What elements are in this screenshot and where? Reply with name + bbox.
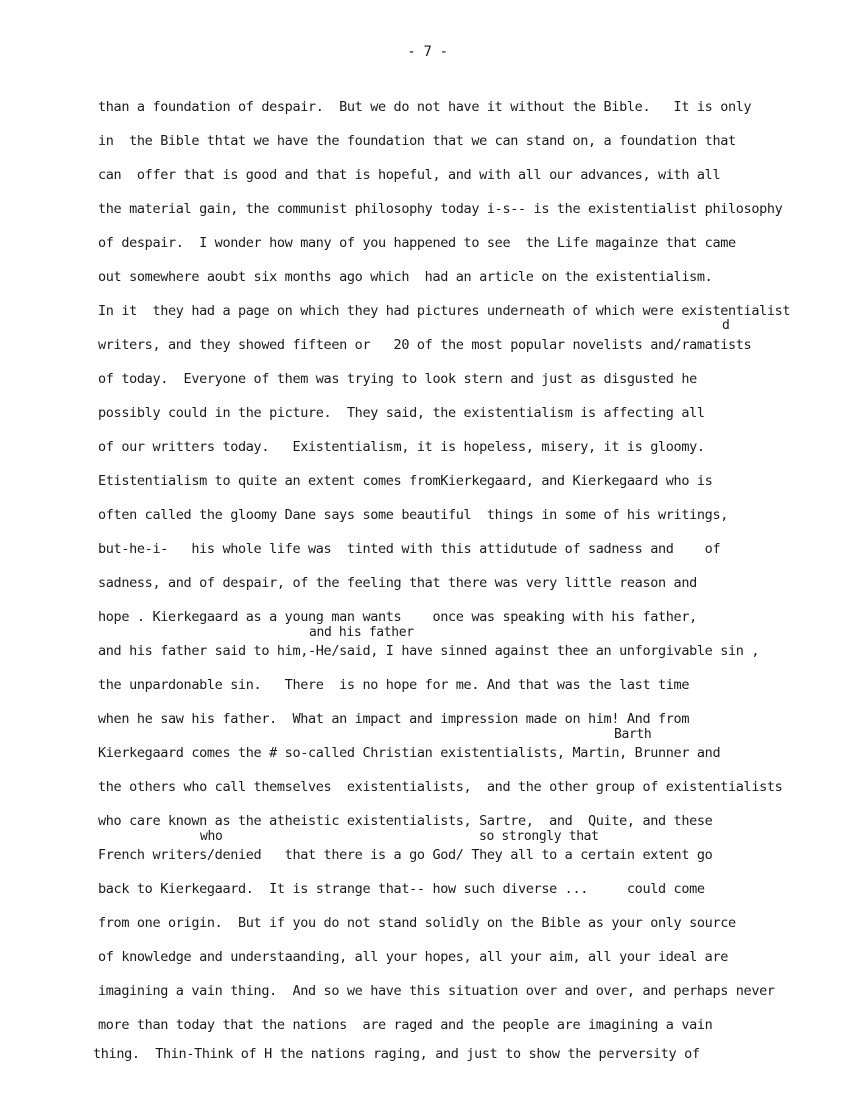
text-line: of knowledge and understaanding, all your hopes, all your aim, all your ideal are (98, 949, 728, 965)
text-line: of today. Everyone of them was trying to look stern and just as disgusted he (98, 371, 697, 387)
interlinear-insertion: and his father (309, 625, 414, 640)
text-line: the unpardonable sin. There is no hope for me. And that was the last time (98, 677, 690, 693)
text-line: writers, and they showed fifteen or 20 of the most popular novelists and/ramatists (98, 337, 752, 353)
text-line: often called the gloomy Dane says some beautiful things in some of his writings, (98, 507, 728, 523)
text-line: the others who call themselves existentialists, and the other group of existentialists (98, 779, 783, 795)
text-line: sadness, and of despair, of the feeling that there was very little reason and (98, 575, 697, 591)
text-line: of our writters today. Existentialism, it is hopeless, misery, it is gloomy. (98, 439, 705, 455)
text-line: possibly could in the picture. They said, the existentialism is affecting all (98, 405, 705, 421)
text-line: Kierkegaard comes the # so-called Christian existentialists, Martin, Brunner and (98, 745, 721, 761)
text-line: from one origin. But if you do not stand solidly on the Bible as your only source (98, 915, 736, 931)
text-line: more than today that the nations are raged and the people are imagining a vain (98, 1017, 713, 1033)
interlinear-insertion: Barth (614, 727, 652, 742)
text-line: hope . Kierkegaard as a young man wants once was speaking with his father, (98, 609, 697, 625)
text-line: thing. Thin-Think of H the nations raging, and just to show the perversity of (93, 1046, 700, 1062)
text-line: out somewhere aoubt six months ago which had an article on the existentialism. (98, 269, 713, 285)
interlinear-insertion: who (200, 829, 223, 844)
text-line: back to Kierkegaard. It is strange that-- how such diverse ... could come (98, 881, 705, 897)
text-line: when he saw his father. What an impact and impression made on him! And from (98, 711, 690, 727)
text-line: who care known as the atheistic existentialists, Sartre, and Quite, and these (98, 813, 713, 829)
text-line: and his father said to him,-He/said, I have sinned against thee an unforgivable sin , (98, 643, 760, 659)
text-line: of despair. I wonder how many of you happened to see the Life magainze that came (98, 235, 736, 251)
interlinear-insertion: d (722, 318, 730, 333)
text-line: in the Bible thtat we have the foundation that we can stand on, a foundation that (98, 133, 736, 149)
interlinear-insertion: so strongly that (479, 829, 599, 844)
text-line: can offer that is good and that is hopeful, and with all our advances, with all (98, 167, 721, 183)
text-line: Etistentialism to quite an extent comes fromKierkegaard, and Kierkegaard who is (98, 473, 713, 489)
text-line: than a foundation of despair. But we do not have it without the Bible. It is only (98, 99, 752, 115)
text-line: the material gain, the communist philosophy today i-s-- is the existentialist philosophy (98, 201, 783, 217)
text-line: imagining a vain thing. And so we have this situation over and over, and perhaps never (98, 983, 775, 999)
text-line: In it they had a page on which they had pictures underneath of which were existentialist (98, 303, 791, 319)
page-number: - 7 - (407, 44, 448, 60)
text-line: but-he-i- his whole life was tinted with this attidutude of sadness and of (98, 541, 721, 557)
text-line: French writers/denied that there is a go God/ They all to a certain extent go (98, 847, 713, 863)
